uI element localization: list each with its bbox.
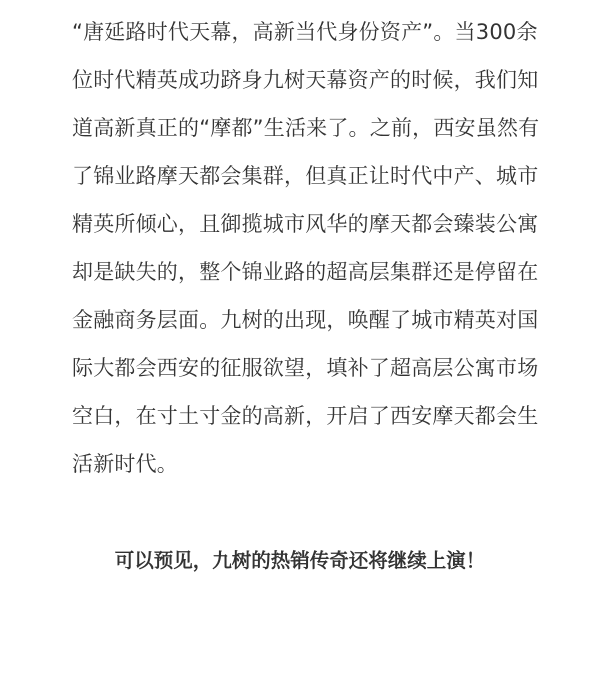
- paragraph-line: “唐延路时代天幕，高新当代身份资产”。当300余: [72, 20, 538, 44]
- closing-statement: 可以预见，九树的热销传奇还将继续上演！: [114, 549, 486, 572]
- paragraph-line: 了锦业路摩天都会集群，但真正让时代中产、城市: [72, 164, 539, 188]
- article-body: [72, 8, 542, 585]
- paragraph-spacer: [72, 488, 542, 537]
- paragraph-line: 却是缺失的，整个锦业路的超高层集群还是停留在: [72, 260, 539, 284]
- paragraph-line: 道高新真正的“摩都”生活来了。之前，西安虽然有: [72, 116, 540, 140]
- paragraph-line: 活新时代。: [72, 452, 178, 476]
- paragraph-line: 空白，在寸土寸金的高新，开启了西安摩天都会生: [72, 404, 539, 428]
- paragraph-line: 精英所倾心，且御揽城市风华的摩天都会臻装公寓: [72, 212, 539, 236]
- paragraph-line: 际大都会西安的征服欲望，填补了超高层公寓市场: [72, 356, 539, 380]
- paragraph-line: 位时代精英成功跻身九树天幕资产的时候，我们知: [72, 68, 539, 92]
- paragraph-line: 金融商务层面。九树的出现，唤醒了城市精英对国: [72, 308, 539, 332]
